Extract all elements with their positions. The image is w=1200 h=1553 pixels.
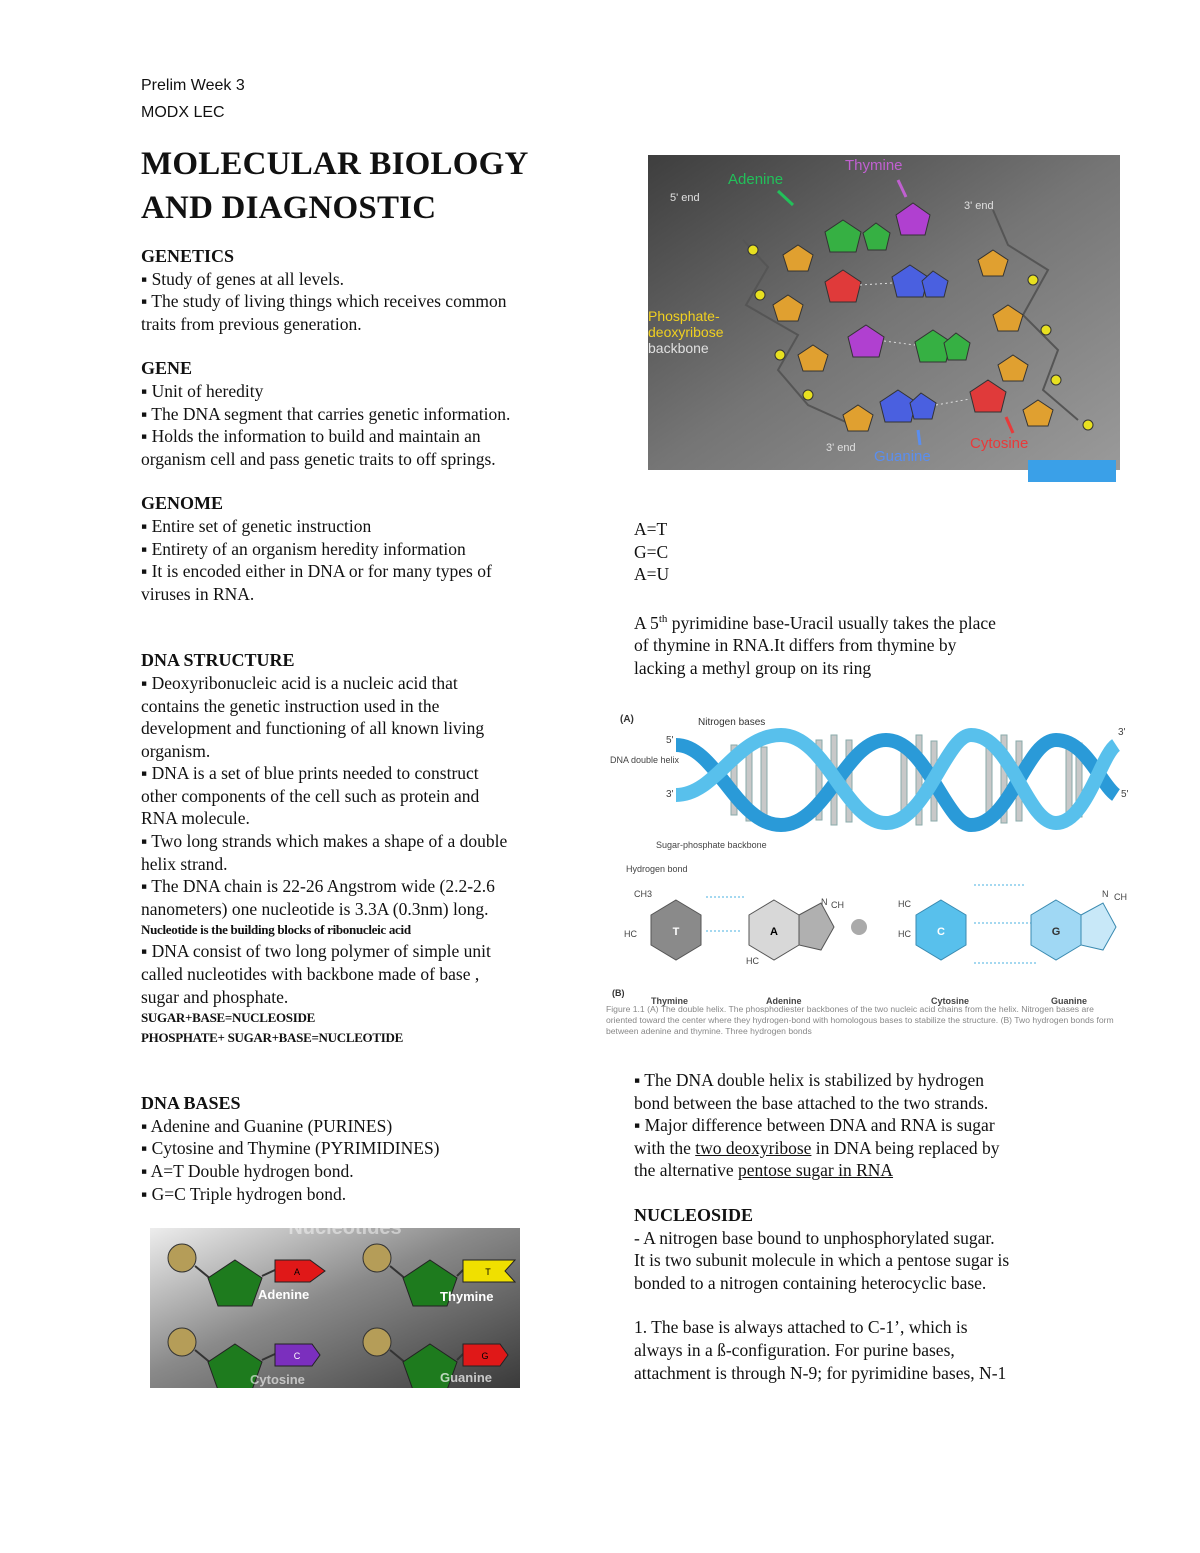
list-item: ▪ The DNA double helix is stabilized by hydrogen <box>634 1070 984 1090</box>
label-adenine: Adenine <box>728 171 784 188</box>
list-item: helix strand. <box>141 853 228 874</box>
list-item: ▪ Two long strands which makes a shape of a double <box>141 831 508 852</box>
rna-underline-2: pentose sugar in RNA <box>737 1160 894 1181</box>
list-item: other components of the cell such as protein and <box>141 785 480 806</box>
list-item: It is two subunit molecule in which a pentose sugar is <box>634 1250 1010 1271</box>
title-line-1: MOLECULAR BIOLOGY <box>141 146 529 182</box>
base-name-cytosine: Cytosine <box>931 996 970 1006</box>
svg-text:G: G <box>1051 926 1061 938</box>
svg-text:T: T <box>672 926 680 938</box>
svg-text:HC: HC <box>624 929 637 939</box>
base-name-guanine: Guanine <box>1051 996 1088 1006</box>
dna-structure-heading: DNA STRUCTURE <box>141 650 295 671</box>
label-backbone-2: deoxyribose <box>648 324 724 340</box>
list-item: traits from previous generation. <box>141 313 362 334</box>
uracil-line-2: of thymine in RNA.It differs from thymine by <box>634 635 957 656</box>
base-letter: G <box>481 1351 489 1361</box>
pair-gc: G=C <box>634 541 669 562</box>
dna-bases-heading: DNA BASES <box>141 1093 241 1114</box>
list-item: ▪ Adenine and Guanine (PURINES) <box>141 1115 393 1136</box>
uracil-text: A 5 <box>634 612 659 633</box>
figure-title: Nucleotides <box>288 1218 402 1239</box>
rna-line-2 <box>634 1159 1104 1182</box>
nucleoside-heading: NUCLEOSIDE <box>634 1204 754 1225</box>
dna-helix-label <box>610 755 680 765</box>
label-thymine: Thymine <box>845 157 903 174</box>
nucleotides-figure <box>140 1218 530 1388</box>
list-item: organism cell and pass genetic traits to off springs. <box>141 448 496 469</box>
list-item: viruses in RNA. <box>141 583 255 604</box>
pairs-section <box>634 518 1094 679</box>
header-week: Prelim Week 3 <box>141 77 245 94</box>
right-column-lower <box>634 1069 1104 1384</box>
svg-text:A: A <box>770 926 778 938</box>
page-header <box>141 72 245 126</box>
list-item: RNA molecule. <box>141 808 250 829</box>
list-item: ▪ The study of living things which receives common <box>141 291 507 312</box>
genome-heading: GENOME <box>141 493 224 514</box>
header-course: MODX LEC <box>141 104 225 121</box>
list-item: ▪ Cytosine and Thymine (PYRIMIDINES) <box>141 1138 440 1159</box>
list-item: ▪ The DNA segment that carries genetic information. <box>141 403 511 424</box>
svg-text:C: C <box>937 926 945 938</box>
list-item: always in a ß-configuration. For purine bases, <box>634 1339 955 1360</box>
rna-underline-1: two deoxyribose <box>695 1137 812 1158</box>
title-line-2: AND DIAGNOSTIC <box>141 190 437 226</box>
pair-au: A=U <box>634 564 670 585</box>
svg-text:CH: CH <box>831 900 844 910</box>
list-item: organism. <box>141 740 211 761</box>
list-item: ▪ Deoxyribonucleic acid is a nucleic acid that <box>141 672 458 693</box>
cytosine-molecule <box>898 899 966 960</box>
svg-text:HC: HC <box>898 929 911 939</box>
list-item: ▪ DNA is a set of blue prints needed to construct <box>141 763 479 784</box>
svg-text:N: N <box>821 897 828 907</box>
base-label: Guanine <box>440 1370 493 1385</box>
label-cytosine: Cytosine <box>970 435 1029 452</box>
rna-text: with the <box>634 1137 696 1158</box>
formula-nucleoside: SUGAR+BASE=NUCLEOSIDE <box>141 1010 315 1026</box>
thymine-molecule <box>624 889 701 960</box>
base-letter: C <box>293 1351 301 1361</box>
list-item: ▪ Holds the information to build and maintain an <box>141 426 481 447</box>
left-column <box>141 245 581 1205</box>
list-item: called nucleotides with backbone made of base , <box>141 964 480 985</box>
panel-b-label: (B) <box>612 988 625 998</box>
list-item: ▪ Entire set of genetic instruction <box>141 515 372 536</box>
uracil-line-3: lacking a methyl group on its ring <box>634 657 872 678</box>
genetics-heading: GENETICS <box>141 246 235 266</box>
svg-text:HC: HC <box>898 899 911 909</box>
pair-at: A=T <box>634 519 668 539</box>
list-item: ▪ Study of genes at all levels. <box>141 268 345 289</box>
list-item: ▪ DNA consist of two long polymer of simple unit <box>141 941 491 962</box>
list-item: ▪ Unit of heredity <box>141 380 264 401</box>
list-item: nanometers) one nucleotide is 3.3A (0.3nm) long. <box>141 898 489 919</box>
list-item: ▪ Entirety of an organism heredity information <box>141 538 466 559</box>
figure-caption: Figure 1.1 (A) The double helix. The phosphodiester backbones of the two nucleic acid chains from the helix. Nitrogen bases are oriented toward the center where they hydrogen-bond with homologous bases to stabilize the structure. (B) Two hydrogen bonds form between adenine and thymine. Three hydrogen bonds <box>606 1004 1114 1036</box>
panel-a-label: (A) <box>620 714 634 725</box>
separator-dot <box>851 919 867 935</box>
list-item: bond between the base attached to the two strands. <box>634 1092 989 1113</box>
list-item: ▪ The DNA chain is 22-26 Angstrom wide (2.2-2.6 <box>141 876 495 897</box>
dna-helix-text: DNA double helix <box>610 755 680 765</box>
guanine-molecule <box>1031 889 1127 960</box>
base-letter: T <box>485 1267 491 1277</box>
label-5-end: 5' end <box>670 192 700 204</box>
gene-heading: GENE <box>141 358 193 379</box>
svg-text:N: N <box>1102 889 1109 899</box>
base-name-adenine: Adenine <box>766 996 802 1006</box>
list-item: attachment is through N-9; for pyrimidine bases, N-1 <box>634 1362 1007 1383</box>
backbone-label: Sugar-phosphate backbone <box>656 840 767 850</box>
adenine-molecule <box>746 897 844 966</box>
figure-corner <box>1028 460 1116 482</box>
base-label: Adenine <box>258 1287 310 1302</box>
list-item: - A nitrogen base bound to unphosphorylated sugar. <box>634 1227 995 1248</box>
list-item: ▪ It is encoded either in DNA or for many types of <box>141 561 492 582</box>
list-item: development and functioning of all known living <box>141 718 485 739</box>
prime-5-left: 5' <box>666 735 674 746</box>
dna-structure-figure <box>648 155 1120 485</box>
bold-note: Nucleotide is the building blocks of ribonucleic acid <box>141 922 411 938</box>
svg-text:HC: HC <box>746 956 759 966</box>
prime-3-right: 3' <box>1118 727 1126 738</box>
base-label: Cytosine <box>250 1372 305 1387</box>
uracil-line-1 <box>634 608 1094 634</box>
double-helix-figure <box>606 705 1156 1040</box>
uracil-text-2: pyrimidine base-Uracil usually takes the place <box>667 612 996 633</box>
uracil-sup: th <box>658 612 668 625</box>
list-item: ▪ G=C Triple hydrogen bond. <box>141 1183 347 1204</box>
list-item: ▪ A=T Double hydrogen bond. <box>141 1161 354 1181</box>
base-name-thymine: Thymine <box>651 996 689 1006</box>
label-backbone-1: Phosphate- <box>648 308 720 324</box>
list-item: bonded to a nitrogen containing heterocyclic base. <box>634 1272 987 1293</box>
prime-5-right: 5' <box>1121 789 1129 800</box>
svg-text:CH: CH <box>1114 892 1127 902</box>
rna-line-1 <box>634 1137 1104 1160</box>
rna-text-3: the alternative <box>634 1160 738 1181</box>
list-item: contains the genetic instruction used in the <box>141 695 440 716</box>
formula-nucleotide: PHOSPHATE+ SUGAR+BASE=NUCLEOTIDE <box>141 1030 403 1046</box>
nitrogen-bases-label: Nitrogen bases <box>698 717 766 728</box>
label-guanine: Guanine <box>874 448 931 465</box>
rna-text-2: in DNA being replaced by <box>811 1137 1000 1158</box>
caption-container <box>606 1004 1126 1040</box>
label-3-end-bottom: 3' end <box>826 442 856 454</box>
svg-text:CH3: CH3 <box>634 889 653 899</box>
base-letter: A <box>293 1267 301 1277</box>
hydrogen-bond-label: Hydrogen bond <box>626 864 688 874</box>
list-item: ▪ Major difference between DNA and RNA is sugar <box>634 1115 995 1136</box>
label-backbone-3: backbone <box>648 340 709 356</box>
list-item: sugar and phosphate. <box>141 986 289 1007</box>
list-item: 1. The base is always attached to C-1’, which is <box>634 1317 968 1338</box>
base-label: Thymine <box>440 1289 494 1304</box>
page-title <box>141 142 529 230</box>
prime-3-left: 3' <box>666 789 674 800</box>
label-3-end: 3' end <box>964 200 994 212</box>
